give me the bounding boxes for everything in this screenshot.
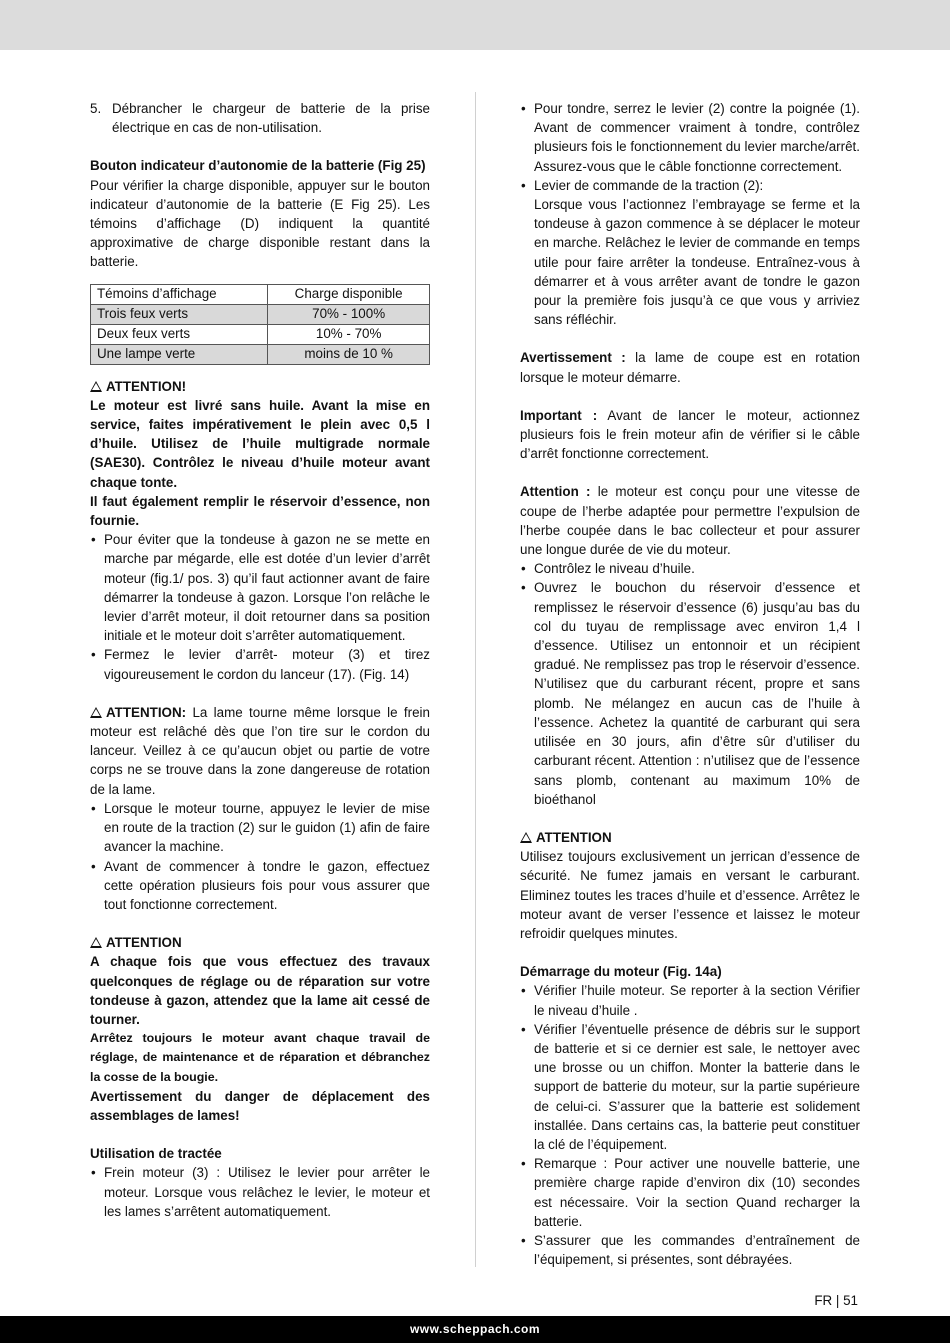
numbered-item-5 [90, 99, 430, 137]
list-item: • S’assurer que les commandes d’entraînement de l’équipement, si présentes, sont débrayées. [521, 1232, 860, 1268]
list-item: • Remarque : Pour activer une nouvelle batterie, une première charge rapide d’environ dix (10) secondes est nécessaire. Voir la section Quand recharger la batterie. [521, 1156, 860, 1229]
table-cell: 70% - 100% [268, 304, 430, 324]
attention-heading: ATTENTION [90, 933, 430, 952]
warning-triangle-icon [90, 381, 102, 392]
list-item: • Fermez le levier d’arrêt- moteur (3) et tirez vigoureusement le cordon du lanceur (17). (Fig. 14) [91, 647, 430, 682]
attention-heading: ATTENTION! [90, 377, 430, 396]
table-header-row [91, 284, 430, 304]
table-header-cell: Charge disponible [268, 284, 430, 304]
bullet-list [90, 1163, 430, 1221]
table-header-cell: Témoins d’affichage [91, 284, 268, 304]
list-item: • Vérifier l’huile moteur. Se reporter à la section Vérifier le niveau d’huile . [521, 983, 860, 1018]
list-item: • Lorsque le moteur tourne, appuyez le levier de mise en route de la traction (2) sur le guidon (1) afin de faire avancer la machine. [91, 800, 430, 855]
list-item: • Vérifier l’éventuelle présence de débris sur le support de batterie et si ce dernier est sale, le nettoyer avec une brosse ou un chiffon. Monter la batterie dans le support de batterie du moteur, sur la partie supérieure de celui-ci. S’assurer que la batterie est solidement installée. Dans certains cas, la batterie peut constituer la clé de l’équipement. [521, 1021, 860, 1152]
right-column [520, 99, 860, 1269]
list-item: • Levier de commande de la traction (2): [521, 177, 764, 193]
list-item: • Pour éviter que la tondeuse à gazon ne se mette en marche par mégarde, elle est dotée d’un levier d’arrêt moteur (fig.1/ pos. 3) qu’il faut actionner avant de faire démarrer la tondeuse à gazon. Lorsque l’on relâche le levier d’arrêt moteur, il doit retourner dans sa position initiale et le moteur doit s’arrêter automatiquement. [91, 532, 430, 644]
top-header-bar [0, 0, 950, 50]
bullet-list [520, 99, 860, 195]
warning-triangle-icon [90, 937, 102, 948]
blade-hazard-warning-text: Avertissement du danger de déplacement des assemblages de lames! [90, 1088, 430, 1123]
list-item: • Pour tondre, serrez le levier (2) contre la poignée (1). Avant de commencer vraiment à tondre, contrôlez plusieurs fois le fonctionnement du levier marche/arrêt. Assurez-vous que le câble fonctionne correctement. [521, 101, 860, 174]
stop-engine-warning-text: Arrêtez toujours le moteur avant chaque travail de réglage, de maintenance et de réparation et débranchez la cosse de la bougie. [90, 1031, 430, 1084]
attention-paragraph: Attention : le moteur est conçu pour une vitesse de coupe de l’herbe adaptée pour permettre l’expulsion de l’herbe coupée dans le bac collecteur et pour assurer une longue durée de vie du moteur. [520, 484, 860, 558]
important-paragraph: Important : Avant de lancer le moteur, actionnez plusieurs fois le frein moteur afin de vérifier si le câble d’arrêt fonctionne correctement. [520, 407, 861, 462]
list-item: • Ouvrez le bouchon du réservoir d’essence et remplissez le réservoir d’essence (6) jusqu’au bas du col du tuyau de remplissage avec environ 1,4 l d’essence. Utilisez un entonnoir et un récipient gradué. Ne remplissez pas trop le réservoir d’essence. N’utilisez que du carburant récent, propre et sans plomb. Ne mélangez en aucun cas de l’huile à l’essence. Achetez la quantité de carburant qui sera utilisée en 30 jours, afin d’être sûr d’utiliser du carburant récent. Attention : n’utilisez que de l’essence sans plomb, contenant au maximum 10% de bioéthanol [521, 580, 860, 807]
list-item: • Frein moteur (3) : Utilisez le levier pour arrêter le moteur. Lorsque vous relâchez le levier, le moteur et les lames s’arrêtent automatiquement. [91, 1165, 430, 1219]
table-cell: Une lampe verte [91, 344, 268, 364]
maintenance-warning-text: A chaque fois que vous effectuez des travaux quelconques de réglage ou de réparation sur votre tondeuse à gazon, attendez que la lame ait cessé de tourner. [90, 954, 430, 1027]
page-number: FR | 51 [814, 1293, 858, 1308]
table-cell: Deux feux verts [91, 324, 268, 344]
warning-triangle-icon [520, 832, 532, 843]
item-number: 5. [90, 101, 102, 116]
column-divider [475, 92, 476, 1267]
list-item: • Contrôlez le niveau d’huile. [521, 561, 695, 577]
battery-indicator-heading: Bouton indicateur d’autonomie de la batterie (Fig 25) [90, 158, 426, 174]
battery-charge-table [90, 284, 430, 365]
traction-heading: Utilisation de tractée [90, 1146, 222, 1162]
list-item: • Avant de commencer à tondre le gazon, effectuez cette opération plusieurs fois pour vous assurer que tout fonctionne correctement. [91, 858, 430, 912]
attention-blade-paragraph: ATTENTION: La lame tourne même lorsque le frein moteur est relâché dès que l’on tire sur le cordon du lanceur. Veillez à ce qu’aucun objet ou partie de votre corps ne se trouve dans la zone dangereuse de rotation de la lame. [90, 704, 430, 797]
bullet-list [520, 559, 860, 809]
table-cell: moins de 10 % [268, 344, 430, 364]
engine-start-heading: Démarrage du moteur (Fig. 14a) [520, 964, 722, 980]
bullet-list [90, 530, 430, 684]
item-text: Débrancher le chargeur de batterie de la prise électrique en cas de non-utilisation. [112, 101, 430, 136]
oil-warning-text: Le moteur est livré sans huile. Avant la mise en service, faites impérativement le plein avec 0,5 l d’huile. Utilisez de l’huile multigrade normale (SAE30). Contrôlez le niveau d’huile moteur avant chaque tonte. [90, 397, 430, 490]
battery-indicator-text: Pour vérifier la charge disponible, appuyer sur le bouton indicateur d’autonomie de la batterie (E Fig 25). Les témoins d’affichage (D) indiquent la quantité approximative de charge disponible restant dans la batterie. [90, 177, 430, 270]
table-row [91, 304, 430, 324]
warning-triangle-icon [90, 707, 102, 718]
traction-lever-text: Lorsque vous l’actionnez l’embrayage se ferme et la tondeuse à gazon commence à se déplacer le moteur en marche. Relâchez le levier de commande en temps utile pour faire arrêter la tondeuse. Entraînez-vous à démarrer et à vous arrêter avant de tondre le gazon pour la première fois jusqu’à ce que vous y arriviez sans réfléchir. [534, 197, 860, 328]
fuel-safety-text: Utilisez toujours exclusivement un jerrican d’essence de sécurité. Ne fumez jamais en versant le carburant. Eliminez toutes les traces d’huile et d’essence. Arrêtez le moteur avant de verser l’essence et laissez le moteur refroidir quelques minutes. [520, 849, 860, 941]
left-column [90, 99, 430, 1221]
table-row [91, 324, 430, 344]
bullet-list [520, 981, 860, 1269]
website-link[interactable]: www.scheppach.com [409, 1322, 541, 1336]
table-cell: Trois feux verts [91, 304, 268, 324]
table-cell: 10% - 70% [268, 324, 430, 344]
fuel-warning-text: Il faut également remplir le réservoir d’essence, non fournie. [90, 493, 430, 529]
table-row [91, 344, 430, 364]
warning-paragraph: Avertissement : la lame de coupe est en rotation lorsque le moteur démarre. [520, 350, 860, 385]
attention-heading: ATTENTION [520, 828, 860, 847]
footer-bar [0, 1316, 950, 1343]
bullet-list [90, 799, 430, 914]
